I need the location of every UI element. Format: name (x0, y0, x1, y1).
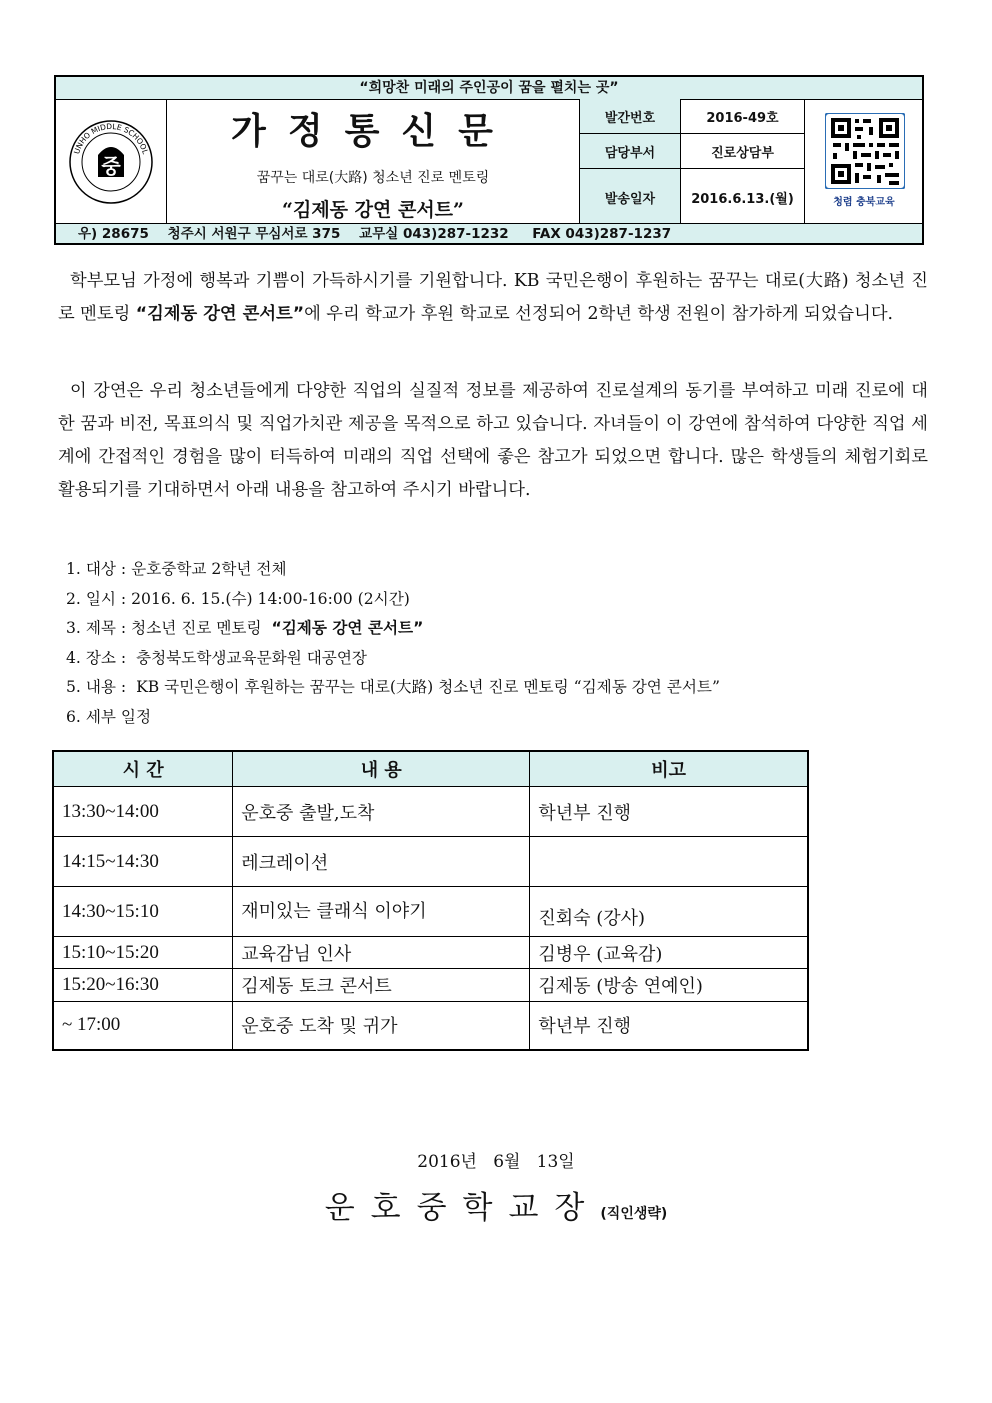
qr-code-icon[interactable] (825, 113, 905, 189)
intro-event-title: “김제동 강연 콘서트” (135, 304, 305, 324)
cell-content: 김제동 토크 콘서트 (233, 969, 530, 1002)
info-row-send-date (580, 169, 804, 225)
cell-time: 15:10~15:20 (53, 937, 233, 969)
cell-content: 레크레이션 (233, 837, 530, 887)
cell-note: 학년부 진행 (530, 787, 808, 837)
cell-note (530, 837, 808, 887)
program-subtitle: 꿈꾸는 대로(大路) 청소년 진로 멘토링 (256, 170, 490, 186)
seal-omitted-note: (직인생략) (600, 1206, 668, 1222)
cell-time: ~ 17:00 (53, 1002, 233, 1050)
newsletter-header (54, 75, 924, 245)
cell-time: 13:30~14:00 (53, 787, 233, 837)
info-label: 발간번호 (580, 99, 681, 133)
table-header-row (53, 751, 808, 787)
info-row-department (580, 134, 804, 169)
emblem-ring-text: UNHO MIDDLE SCHOOL (72, 121, 150, 156)
list-item-venue: 4. 장소 : 충청북도학생교육문화원 대공연장 (66, 648, 367, 667)
list-item-title (66, 614, 946, 644)
cell-note: 진회숙 (강사) (530, 887, 808, 937)
cell-note: 김제동 (방송 연예인) (530, 969, 808, 1002)
table-row (53, 969, 808, 1002)
cell-content: 교육감님 인사 (233, 937, 530, 969)
emblem-char: 중 (101, 154, 121, 178)
column-header-time: 시 간 (53, 751, 233, 787)
qr-caption: 청렴 충북교육 (833, 197, 895, 208)
cell-time: 14:15~14:30 (53, 837, 233, 887)
intro-text-b: 에 우리 학교가 후원 학교로 선정되어 2학년 학생 전원이 참가하게 되었습니다. (304, 304, 894, 324)
cell-note: 김병우 (교육감) (530, 937, 808, 969)
table-row (53, 887, 808, 937)
table-row (53, 837, 808, 887)
column-header-note: 비고 (530, 751, 808, 787)
qr-cell (804, 99, 923, 225)
list-item-schedule: 6. 세부 일정 (66, 707, 152, 726)
principal-signature (0, 1182, 992, 1227)
list-item-target: 1. 대상 : 운호중학교 2학년 전체 (66, 560, 287, 578)
page-title: 가정통신문 (231, 110, 515, 152)
list-item-title-bold: “김제동 강연 콘서트” (271, 619, 424, 637)
schedule-table (52, 750, 809, 1051)
school-emblem-icon (68, 119, 154, 205)
column-header-content: 내 용 (233, 751, 530, 787)
principal-title: 운호중학교장 (324, 1190, 601, 1226)
info-label: 발송일자 (580, 169, 681, 225)
intro-paragraph (58, 265, 928, 331)
issue-info-table (580, 99, 804, 225)
info-value: 진로상담부 (711, 145, 774, 161)
event-details-list (66, 555, 946, 732)
event-title: “김제동 강연 콘서트” (282, 199, 464, 221)
school-address: 우) 28675 청주시 서원구 무심서로 375 교무실 043)287-1232 FAX 043)287-1237 (56, 223, 922, 243)
cell-time: 15:20~16:30 (53, 969, 233, 1002)
title-cell (167, 99, 580, 225)
table-row (53, 937, 808, 969)
info-value: 2016-49호 (706, 110, 779, 126)
cell-content: 운호중 출발,도착 (233, 787, 530, 837)
cell-content: 운호중 도착 및 귀가 (233, 1002, 530, 1050)
list-item-content: 5. 내용 : KB 국민은행이 후원하는 꿈꾸는 대로(大路) 청소년 진로 멘토링 “김제동 강연 콘서트” (66, 678, 720, 696)
school-motto: “희망찬 미래의 주인공이 꿈을 펼치는 곳” (56, 77, 922, 100)
info-value: 2016.6.13.(월) (691, 191, 794, 207)
table-row (53, 787, 808, 837)
list-item-datetime: 2. 일시 : 2016. 6. 15.(수) 14:00-16:00 (2시간) (66, 589, 410, 608)
table-row (53, 1002, 808, 1050)
issue-date: 2016년 6월 13일 (417, 1152, 575, 1172)
cell-content: 재미있는 클래식 이야기 (233, 887, 530, 937)
cell-note: 학년부 진행 (530, 1002, 808, 1050)
intro-text-a: 학부모님 가정에 행복과 기쁨이 가득하시기를 기원합니다. KB 국민은행이 후원하는 꿈꾸는 대로(大路) 청소년 진로 멘토링 (58, 271, 928, 324)
info-row-issue-number (580, 99, 804, 134)
cell-time: 14:30~15:10 (53, 887, 233, 937)
logo-cell (56, 99, 167, 225)
purpose-paragraph: 이 강연은 우리 청소년들에게 다양한 직업의 실질적 정보를 제공하여 진로설계의 동기를 부여하고 미래 진로에 대한 꿈과 비전, 목표의식 및 직업가치관 제공을 목적으로 하고 있습니다. 자녀들이 이 강연에 참석하여 다양한 직업 세계에 간접적인 경험을 많이 터득하여 미래의 직업 선택에 좋은 참고가 되었으면 합니다. 많은 학생들의 체험기회로 활용되기를 기대하면서 아래 내용을 참고하여 주시기 바랍니다. (58, 381, 928, 500)
info-label: 담당부서 (580, 134, 681, 168)
list-item-title-label: 3. 제목 : 청소년 진로 멘토링 (66, 619, 272, 637)
